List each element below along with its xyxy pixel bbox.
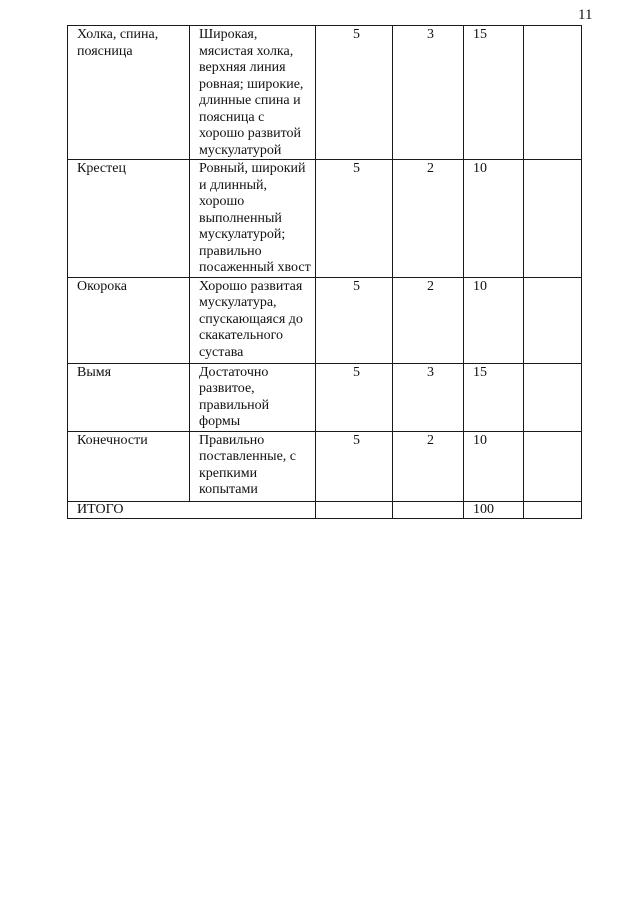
table-row — [68, 26, 582, 160]
page-number: 11 — [578, 7, 593, 23]
total-label: ИТОГО — [68, 501, 316, 519]
table-row — [68, 431, 582, 501]
actual-score-cell — [524, 277, 582, 363]
max-score-cell: 15 — [464, 26, 524, 160]
total-value: 100 — [464, 501, 524, 519]
total-empty-cell — [524, 501, 582, 519]
score-cell: 5 — [316, 160, 393, 278]
max-score-cell: 10 — [464, 277, 524, 363]
score-cell: 5 — [316, 26, 393, 160]
description-cell: Широкая, мясистая холка, верхняя линия ровная; широкие, длинные спина и поясница с хорошо развитой мускулатурой — [190, 26, 316, 160]
total-empty-cell — [393, 501, 464, 519]
max-score-cell: 10 — [464, 431, 524, 501]
total-row — [68, 501, 582, 519]
coefficient-cell: 2 — [393, 277, 464, 363]
description-cell: Хорошо развитая мускулатура, спускающаяся до скакательного сустава — [190, 277, 316, 363]
max-score-cell: 15 — [464, 363, 524, 431]
coefficient-cell: 3 — [393, 26, 464, 160]
description-cell: Правильно поставленные, с крепкими копытами — [190, 431, 316, 501]
table-row — [68, 160, 582, 278]
max-score-cell: 10 — [464, 160, 524, 278]
table-row — [68, 363, 582, 431]
body-part-cell: Конечности — [68, 431, 190, 501]
body-part-cell: Крестец — [68, 160, 190, 278]
scoring-table — [67, 25, 582, 519]
coefficient-cell: 2 — [393, 431, 464, 501]
description-cell: Достаточно развитое, правильной формы — [190, 363, 316, 431]
body-part-cell: Вымя — [68, 363, 190, 431]
coefficient-cell: 3 — [393, 363, 464, 431]
table-row — [68, 277, 582, 363]
actual-score-cell — [524, 26, 582, 160]
score-cell: 5 — [316, 431, 393, 501]
score-cell: 5 — [316, 277, 393, 363]
actual-score-cell — [524, 363, 582, 431]
body-part-cell: Окорока — [68, 277, 190, 363]
score-cell: 5 — [316, 363, 393, 431]
body-part-cell: Холка, спина, поясница — [68, 26, 190, 160]
actual-score-cell — [524, 431, 582, 501]
description-cell: Ровный, широкий и длинный, хорошо выполненный мускулатурой; правильно посаженный хвост — [190, 160, 316, 278]
total-empty-cell — [316, 501, 393, 519]
coefficient-cell: 2 — [393, 160, 464, 278]
actual-score-cell — [524, 160, 582, 278]
